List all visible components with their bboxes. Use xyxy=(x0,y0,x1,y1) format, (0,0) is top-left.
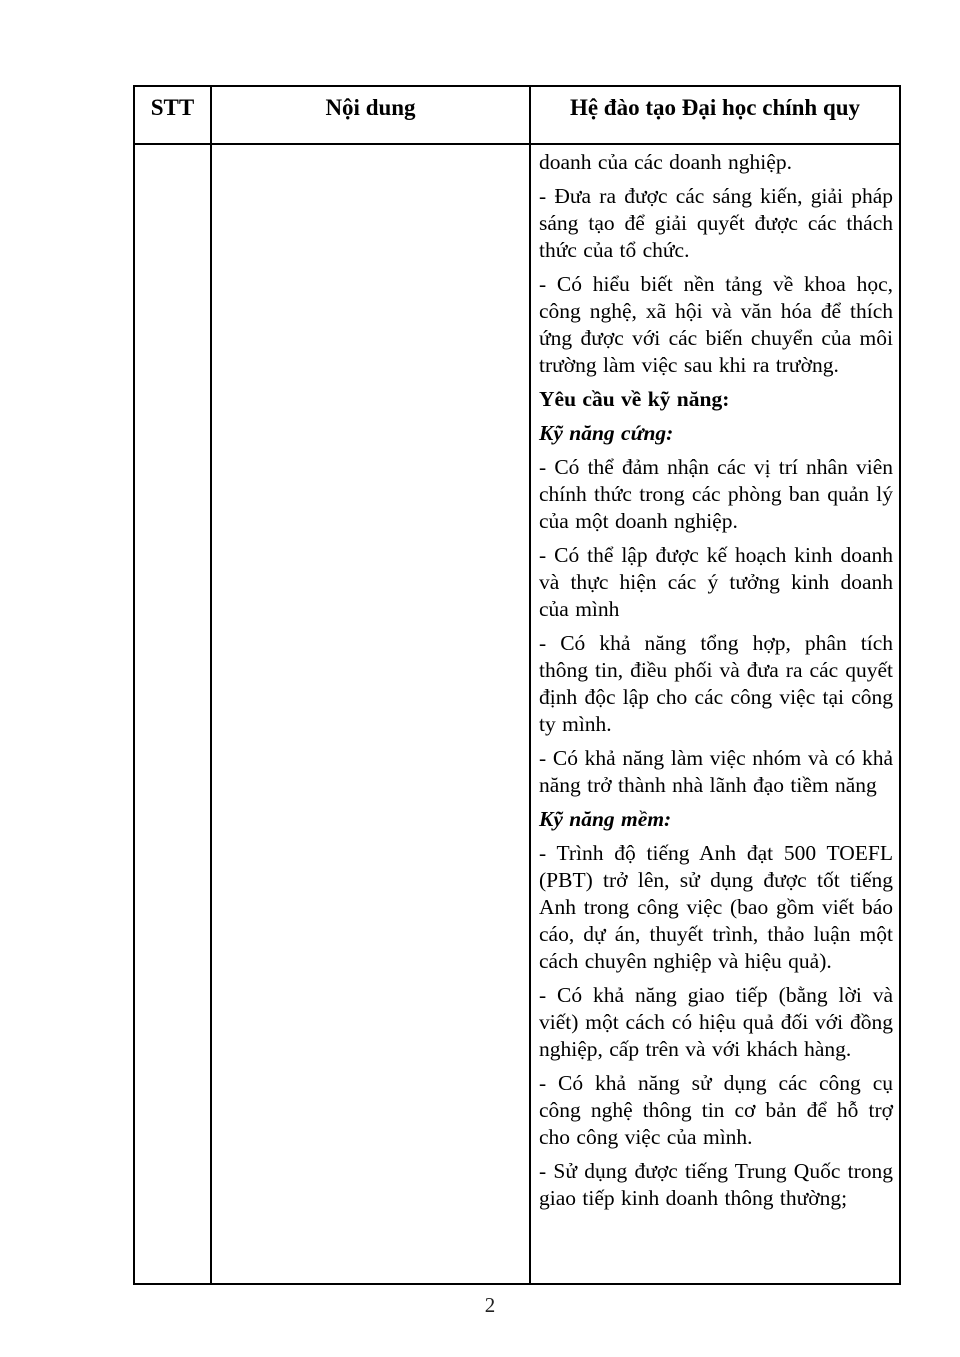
paragraph: - Có thể lập được kế hoạch kinh doanh và thực hiện các ý tưởng kinh doanh của mình xyxy=(539,543,893,621)
page-number: 2 xyxy=(484,1293,496,1317)
content-table xyxy=(133,85,901,1285)
cell-noi-dung xyxy=(211,144,530,1284)
col-header-he-dao-tao: Hệ đào tạo Đại học chính quy xyxy=(530,86,900,144)
paragraph: - Có khả năng làm việc nhóm và có khả năng trở thành nhà lãnh đạo tiềm năng xyxy=(539,746,893,797)
paragraph: - Có khả năng giao tiếp (bằng lời và viết) một cách có hiệu quả đối với đồng nghiệp, cấp trên và với khách hàng. xyxy=(539,983,893,1061)
paragraph: - Có hiểu biết nền tảng về khoa học, công nghệ, xã hội và văn hóa để thích ứng được với các biến chuyển của môi trường làm việc sau khi ra trường. xyxy=(539,272,893,377)
paragraph: Kỹ năng mềm: xyxy=(539,807,672,831)
table-row xyxy=(134,144,900,1284)
paragraph: - Có khả năng tổng hợp, phân tích thông tin, điều phối và đưa ra các quyết định độc lập cho các công việc tại công ty mình. xyxy=(539,631,893,736)
paragraph: - Đưa ra được các sáng kiến, giải pháp sáng tạo để giải quyết được các thách thức của tổ chức. xyxy=(539,184,893,262)
paragraph: Kỹ năng cứng: xyxy=(539,421,674,445)
cell-he-dao-tao xyxy=(530,144,900,1284)
cell-stt xyxy=(134,144,211,1284)
paragraph: - Sử dụng được tiếng Trung Quốc trong giao tiếp kinh doanh thông thường; xyxy=(539,1159,893,1210)
paragraph: Yêu cầu về kỹ năng: xyxy=(539,387,730,411)
paragraph: - Trình độ tiếng Anh đạt 500 TOEFL (PBT) trở lên, sử dụng được tốt tiếng Anh trong công việc (bao gồm viết báo cáo, dự án, thuyết trình, thảo luận một cách chuyên nghiệp và hiệu quả). xyxy=(539,841,893,973)
table-header-row xyxy=(134,86,900,144)
col-header-stt: STT xyxy=(134,86,211,144)
paragraph: doanh của các doanh nghiệp. xyxy=(539,150,792,174)
paragraph: - Có khả năng sử dụng các công cụ công nghệ thông tin cơ bản để hỗ trợ cho công việc của mình. xyxy=(539,1071,893,1149)
content-paragraphs xyxy=(539,149,893,1212)
col-header-noi-dung: Nội dung xyxy=(211,86,530,144)
paragraph: - Có thể đảm nhận các vị trí nhân viên chính thức trong các phòng ban quản lý của một doanh nghiệp. xyxy=(539,455,893,533)
